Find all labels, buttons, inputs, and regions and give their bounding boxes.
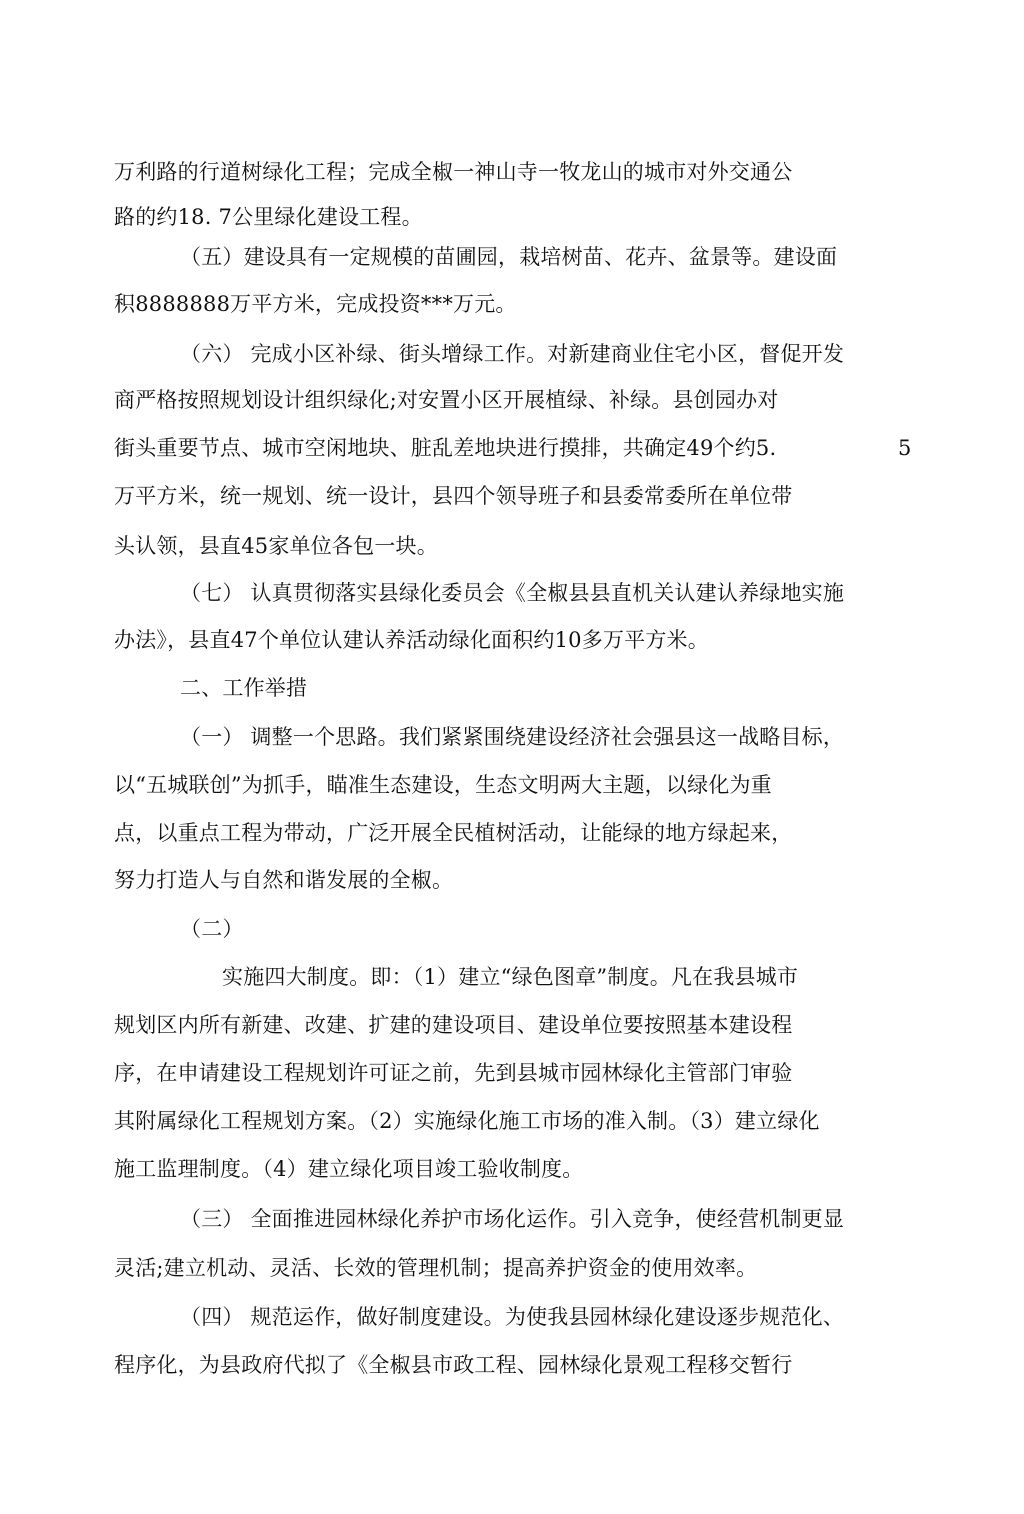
- body-text-line: 积8888888万平方米，完成投资***万元。: [114, 292, 517, 316]
- body-text-line: 实施四大制度。即：（1）建立“绿色图章”制度。凡在我县城市: [222, 965, 799, 989]
- body-text-line: 万利路的行道树绿化工程；完成全椒一神山寺一牧龙山的城市对外交通公: [114, 160, 793, 184]
- body-text-line: 程序化，为县政府代拟了《全椒县市政工程、园林绿化景观工程移交暂行: [114, 1353, 793, 1377]
- body-text-line: 街头重要节点、城市空闲地块、脏乱差地块进行摸排，共确定49个约5.: [114, 436, 777, 460]
- body-text-line: 序，在申请建设工程规划许可证之前，先到县城市园林绿化主管部门审验: [114, 1061, 793, 1085]
- body-text-line: 点，以重点工程为带动，广泛开展全民植树活动，让能绿的地方绿起来，: [114, 821, 793, 845]
- body-text-line: 万平方米，统一规划、统一设计，县四个领导班子和县委常委所在单位带: [114, 484, 793, 508]
- body-text-line: （三） 全面推进园林绿化养护市场化运作。引入竞争，使经营机制更显: [180, 1207, 845, 1231]
- body-text-line: 办法》，县直47个单位认建认养活动绿化面积约10多万平方米。: [114, 628, 709, 652]
- body-text-line: （四） 规范运作，做好制度建设。为使我县园林绿化建设逐步规范化、: [180, 1305, 845, 1329]
- section-heading: 二、工作举措: [180, 676, 308, 700]
- body-text-line: 施工监理制度。（4）建立绿化项目竣工验收制度。: [114, 1157, 584, 1181]
- body-text-line: （一） 调整一个思路。我们紧紧围绕建设经济社会强县这一战略目标，: [180, 725, 845, 749]
- body-text-line: 以“五城联创”为抓手，瞄准生态建设，生态文明两大主题，以绿化为重: [114, 773, 772, 797]
- body-text-line: 规划区内所有新建、改建、扩建的建设项目、建设单位要按照基本建设程: [114, 1013, 793, 1037]
- body-text-line: （二）: [180, 917, 244, 941]
- body-text-line: （五）建设具有一定规模的苗圃园，栽培树苗、花卉、盆景等。建设面: [180, 245, 838, 269]
- body-text-line: 努力打造人与自然和谐发展的全椒。: [114, 868, 454, 892]
- body-text-line: 其附属绿化工程规划方案。（2）实施绿化施工市场的准入制。（3）建立绿化: [114, 1109, 820, 1133]
- body-text-line: 商严格按照规划设计组织绿化;对安置小区开展植绿、补绿。县创园办对: [114, 388, 779, 412]
- body-text-line: 灵活;建立机动、灵活、长效的管理机制；提高养护资金的使用效率。: [114, 1256, 758, 1280]
- body-text-fragment: 5: [898, 436, 912, 460]
- body-text-line: 头认领，县直45家单位各包一块。: [114, 534, 438, 558]
- body-text-line: （六） 完成小区补绿、街头增绿工作。对新建商业住宅小区，督促开发: [180, 342, 845, 366]
- body-text-line: 路的约18. 7公里绿化建设工程。: [114, 205, 423, 229]
- body-text-line: （七） 认真贯彻落实县绿化委员会《全椒县县直机关认建认养绿地实施: [180, 581, 845, 605]
